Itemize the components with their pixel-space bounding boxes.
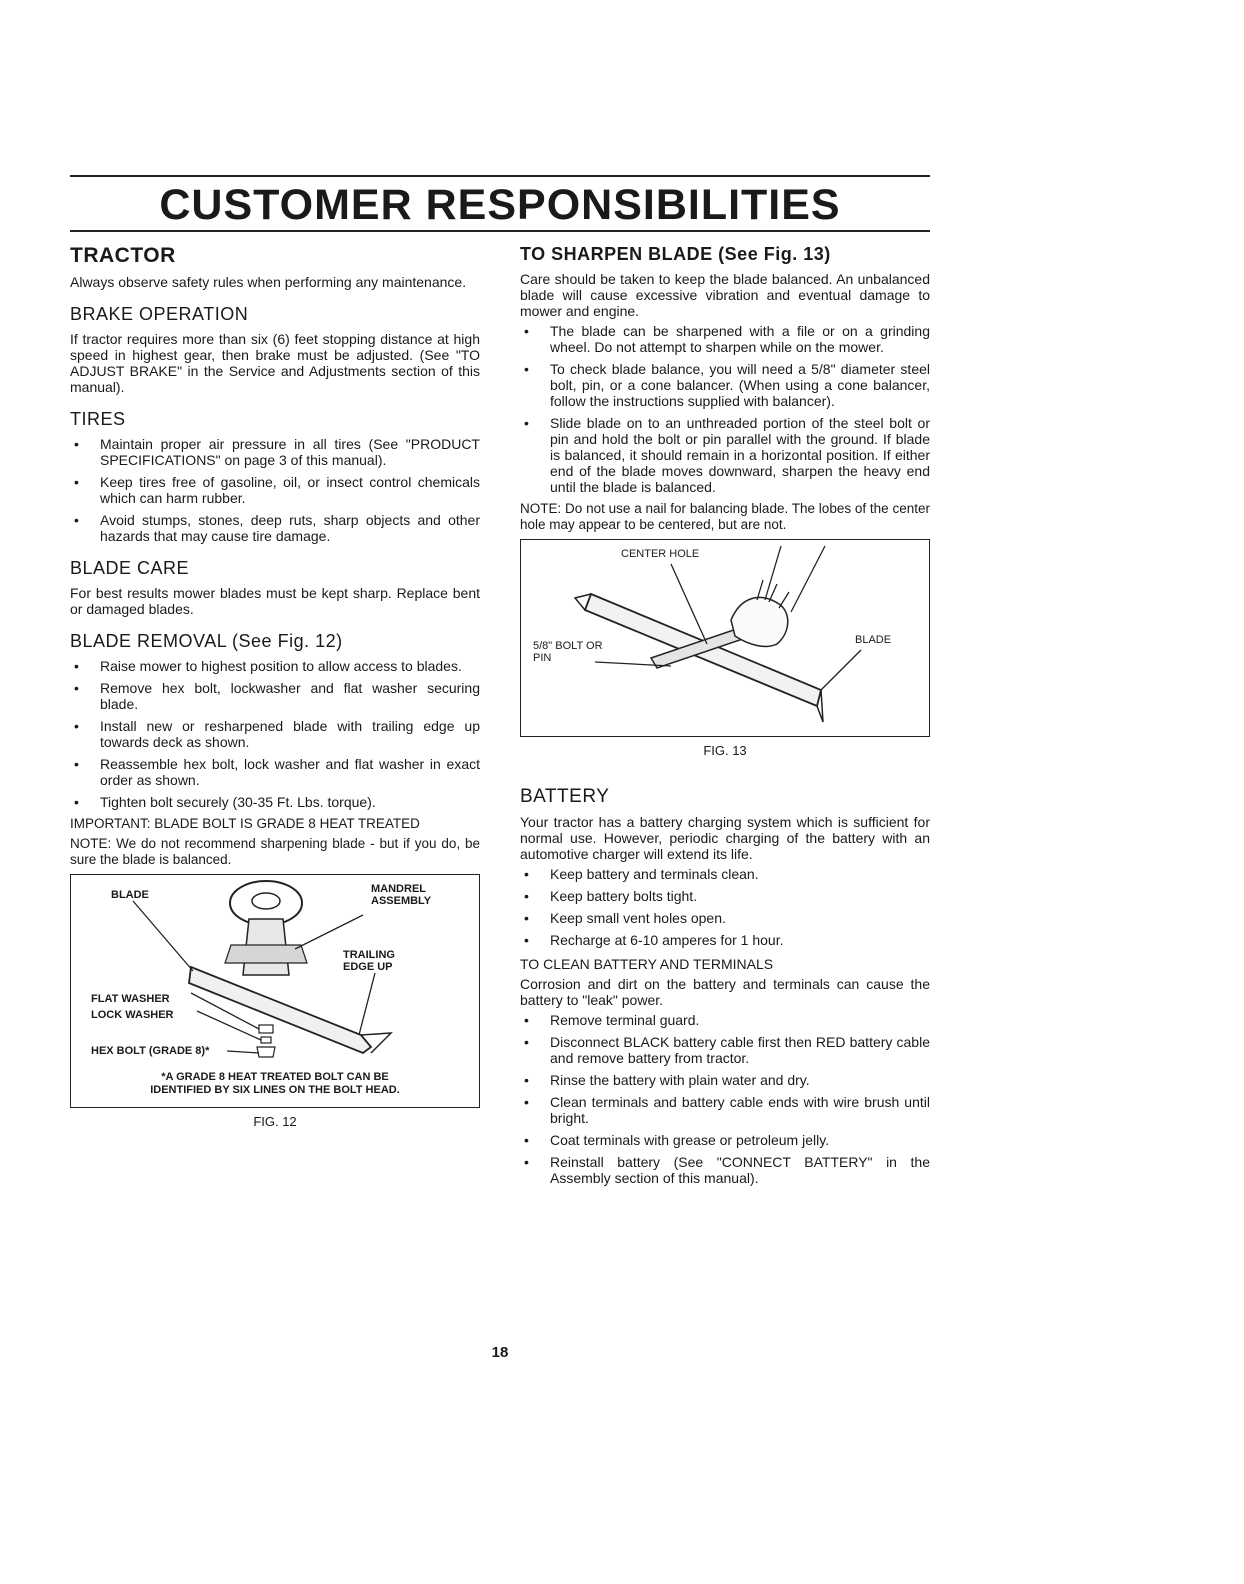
figure-13 (520, 539, 930, 737)
tires-heading: TIRES (70, 409, 126, 429)
page-number: 18 (491, 1344, 509, 1361)
title-rule-top (70, 175, 930, 177)
fig12-label-trailing: TRAILING EDGE UP (343, 949, 395, 973)
fig12-label-blade: BLADE (111, 889, 149, 901)
fig12-label-lock-washer: LOCK WASHER (91, 1009, 174, 1021)
sharpen-heading: TO SHARPEN BLADE (See Fig. 13) (520, 244, 831, 264)
list-item: • Disconnect BLACK battery cable first then RED battery cable and remove battery from tractor. (520, 1034, 930, 1066)
fig12-caption: FIG. 12 (253, 1114, 297, 1129)
fig12-label-flat-washer: FLAT WASHER (91, 993, 170, 1005)
list-item: • Avoid stumps, stones, deep ruts, sharp objects and other hazards that may cause tire damage. (70, 512, 480, 544)
list-item: • Keep small vent holes open. (520, 910, 930, 926)
right-column (520, 240, 930, 1192)
list-item: • Coat terminals with grease or petroleum jelly. (520, 1132, 930, 1148)
list-item: • Recharge at 6-10 amperes for 1 hour. (520, 932, 930, 948)
figure-12 (70, 874, 480, 1108)
list-item: • Clean terminals and battery cable ends with wire brush until bright. (520, 1094, 930, 1126)
tractor-heading: TRACTOR (70, 244, 176, 267)
fig13-label-blade: BLADE (855, 634, 892, 646)
list-item: • Reinstall battery (See "CONNECT BATTERY" in the Assembly section of this manual). (520, 1154, 930, 1186)
battery-heading: BATTERY (520, 786, 610, 807)
brake-heading: BRAKE OPERATION (70, 304, 249, 324)
list-item: • Remove hex bolt, lockwasher and flat washer securing blade. (70, 680, 480, 712)
fig13-caption: FIG. 13 (703, 743, 747, 758)
list-item: • Remove terminal guard. (520, 1012, 930, 1028)
title-rule-bottom (70, 230, 930, 232)
clean-heading: TO CLEAN BATTERY AND TERMINALS (520, 956, 774, 972)
list-item: • Keep battery and terminals clean. (520, 866, 930, 882)
list-item: • Slide blade on to an unthreaded portion of the steel bolt or pin and hold the bolt or pin parallel with the ground. If blade is balanced, it should remain in a horizontal position. If either end of the blade moves downward, sharpen the heavy end until the blade is balanced. (520, 415, 930, 495)
list-item: • Reassemble hex bolt, lock washer and flat washer in exact order as shown. (70, 756, 480, 788)
left-column (70, 240, 480, 1129)
clean-text: Corrosion and dirt on the battery and terminals can cause the battery to "leak" power. (520, 976, 930, 1008)
tractor-text: Always observe safety rules when performing any maintenance. (70, 274, 467, 290)
list-item: • Install new or resharpened blade with trailing edge up towards deck as shown. (70, 718, 480, 750)
list-item: • Rinse the battery with plain water and dry. (520, 1072, 930, 1088)
brake-text: If tractor requires more than six (6) feet stopping distance at high speed in highest gear, then brake must be adjusted. (See "TO ADJUST BRAKE" in the Service and Adjustments section of this manual). (70, 331, 480, 395)
tires-list (70, 436, 480, 544)
fig12-label-mandrel: MANDREL ASSEMBLY (371, 883, 432, 907)
sharpen-list (520, 323, 930, 495)
page-title: CUSTOMER RESPONSIBILITIES (159, 181, 841, 229)
list-item: • To check blade balance, you will need a 5/8" diameter steel bolt, pin, or a cone balancer. (When using a cone balancer, follow the instructions supplied with balancer). (520, 361, 930, 409)
list-item: • The blade can be sharpened with a file or on a grinding wheel. Do not attempt to sharpen while on the mower. (520, 323, 930, 355)
fig13-label-center-hole: CENTER HOLE (621, 548, 700, 560)
list-item: • Tighten bolt securely (30-35 Ft. Lbs. torque). (70, 794, 480, 810)
sharpen-note: NOTE: Do not use a nail for balancing blade. The lobes of the center hole may appear to be centered, but are not. (520, 501, 930, 532)
list-item: • Keep tires free of gasoline, oil, or insect control chemicals which can harm rubber. (70, 474, 480, 506)
blade-care-heading: BLADE CARE (70, 558, 190, 578)
blade-removal-heading: BLADE REMOVAL (See Fig. 12) (70, 631, 343, 651)
list-item: • Keep battery bolts tight. (520, 888, 930, 904)
fig12-footnote: *A GRADE 8 HEAT TREATED BOLT CAN BE IDENTIFIED BY SIX LINES ON THE BOLT HEAD. (150, 1071, 400, 1096)
battery-list (520, 866, 930, 948)
fig13-label-bolt: 5/8" BOLT OR PIN (533, 640, 603, 664)
blade-removal-list (70, 658, 480, 810)
battery-text: Your tractor has a battery charging system which is sufficient for normal use. However, periodic charging of the battery with an automotive charger will extend its life. (520, 814, 930, 862)
clean-list (520, 1012, 930, 1186)
fig12-label-hex-bolt: HEX BOLT (GRADE 8)* (91, 1045, 210, 1057)
blade-care-text: For best results mower blades must be kept sharp. Replace bent or damaged blades. (70, 585, 480, 617)
list-item: • Maintain proper air pressure in all tires (See "PRODUCT SPECIFICATIONS" on page 3 of this manual). (70, 436, 480, 468)
list-item: • Raise mower to highest position to allow access to blades. (70, 658, 480, 674)
blade-note-text: NOTE: We do not recommend sharpening blade - but if you do, be sure the blade is balanced. (70, 836, 480, 867)
sharpen-text: Care should be taken to keep the blade balanced. An unbalanced blade will cause excessive vibration and eventual damage to mower and engine. (520, 271, 930, 319)
important-text: IMPORTANT: BLADE BOLT IS GRADE 8 HEAT TREATED (70, 816, 420, 831)
